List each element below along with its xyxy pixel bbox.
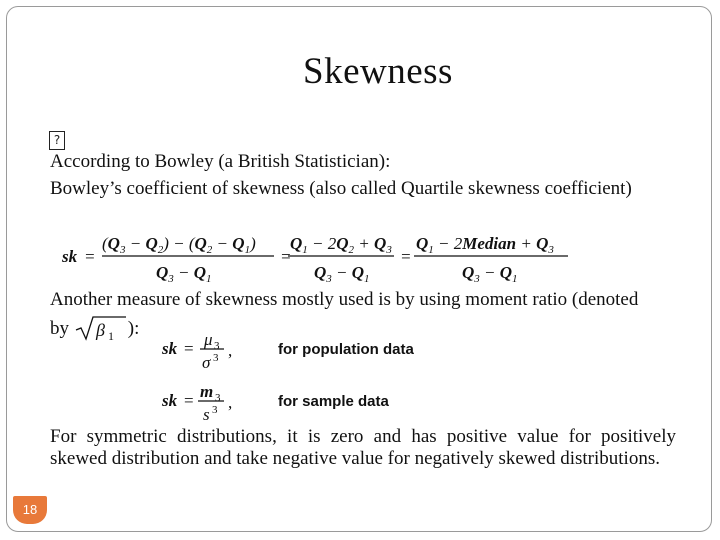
slide-title: Skewness <box>303 51 453 92</box>
population-label: for population data <box>278 341 414 358</box>
svg-text:Q3 − Q1: $Q_3 - Q_1$ <box>462 263 518 285</box>
moment-by-close: ): <box>127 318 140 339</box>
svg-text:σ: σ <box>202 353 211 372</box>
svg-text:=: = <box>84 247 96 266</box>
bowley-intro-line: According to Bowley (a British Statistician): <box>50 151 391 172</box>
svg-text:3: 3 <box>212 404 218 416</box>
conclusion-paragraph: For symmetric distributions, it is zero and has positive value for positively skewed distribution and take negative value for negatively skewed distributions. <box>50 426 676 469</box>
svg-text:,: , <box>228 393 233 412</box>
svg-text:3: 3 <box>215 392 221 404</box>
moment-by-line <box>50 314 139 342</box>
svg-text:3: 3 <box>214 340 220 352</box>
quartile-coefficient-line: Bowley’s coefficient of skewness (also called Quartile skewness coefficient) <box>50 178 632 199</box>
svg-text:Q1 − 2Q2 + Q3: $Q_1 - 2Q_2 + Q_3$ <box>290 234 392 256</box>
svg-text:Q3 − Q1: $Q_3 - Q_1$ <box>156 263 212 285</box>
svg-text:=: = <box>184 391 194 410</box>
svg-text:β: β <box>95 320 105 340</box>
bowley-formula <box>58 226 578 286</box>
sample-formula <box>158 380 248 426</box>
missing-glyph-icon: ? <box>49 131 65 150</box>
svg-text:(Q3 − Q2) − (Q2 − Q1): $(Q_3 - Q_2) - (Q_2 - Q_1)$ <box>102 234 256 256</box>
svg-text:1: 1 <box>107 329 114 342</box>
svg-text:=: = <box>400 247 412 266</box>
svg-text:sk: sk <box>62 247 78 266</box>
moment-intro-line: Another measure of skewness mostly used is by using moment ratio (denoted <box>50 289 639 310</box>
svg-text:sk: sk <box>162 391 178 410</box>
svg-text:s: s <box>203 405 210 424</box>
svg-text:,: , <box>228 341 233 360</box>
svg-text:=: = <box>280 247 292 266</box>
svg-text:m: m <box>200 382 214 401</box>
svg-text:Q3 − Q1: $Q_3 - Q_1$ <box>314 263 370 285</box>
svg-text:=: = <box>184 339 194 358</box>
moment-by-word: by <box>50 318 69 339</box>
population-formula <box>158 328 248 372</box>
svg-text:μ: μ <box>204 330 213 349</box>
svg-text:sk: sk <box>162 339 178 358</box>
svg-text:Q1 − 2Median + Q3: $Q_1$ − 2Median + $Q_3$ <box>416 234 554 256</box>
sample-label: for sample data <box>278 393 389 410</box>
svg-text:3: 3 <box>213 352 219 364</box>
page-number-badge: 18 <box>13 496 47 524</box>
sqrt-beta1-symbol <box>74 314 128 342</box>
